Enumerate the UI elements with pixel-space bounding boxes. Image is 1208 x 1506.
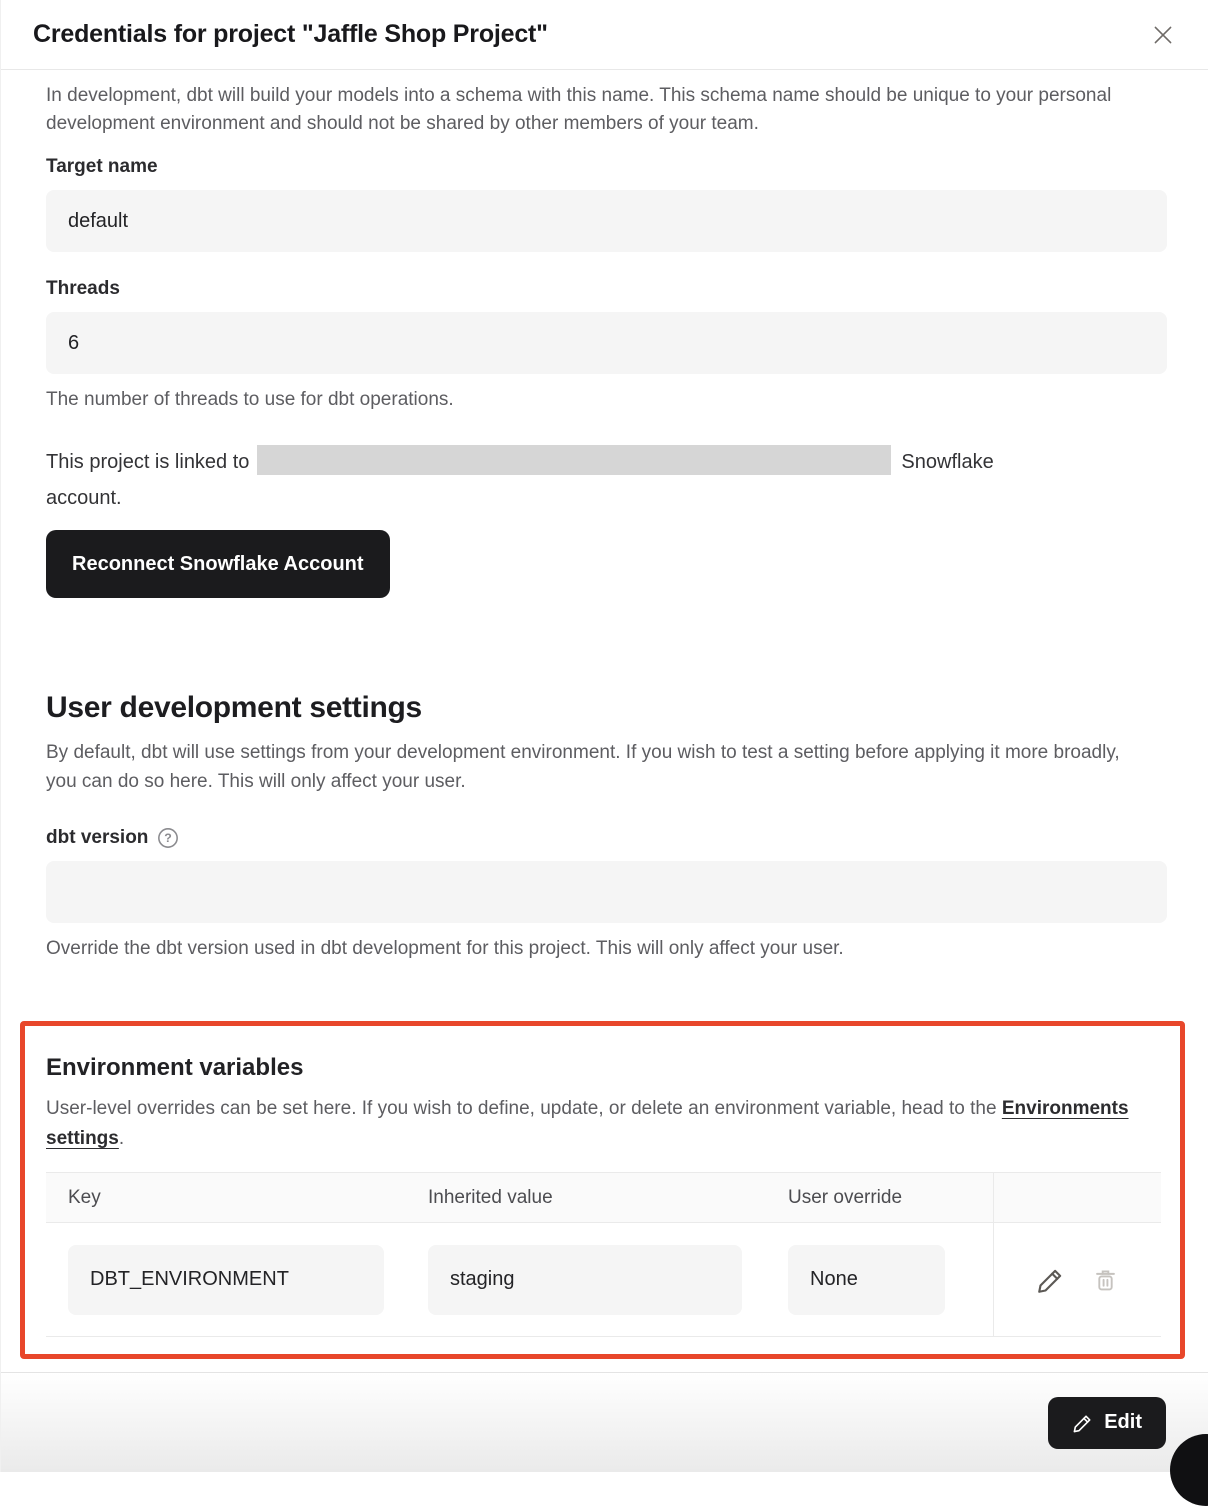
target-name-input[interactable] bbox=[46, 190, 1167, 252]
environment-variables-highlight-box bbox=[20, 1021, 1185, 1359]
threads-label: Threads bbox=[46, 278, 120, 299]
modal-body bbox=[1, 82, 1208, 1359]
column-header-key: Key bbox=[68, 1186, 101, 1208]
dbt-version-helper: Override the dbt version used in dbt development for this project. This will only affect your user. bbox=[46, 938, 844, 959]
reconnect-snowflake-button[interactable]: Reconnect Snowflake Account bbox=[46, 530, 390, 598]
target-name-label: Target name bbox=[46, 156, 158, 177]
env-var-user-override-value: None bbox=[788, 1245, 945, 1315]
env-var-key-value: DBT_ENVIRONMENT bbox=[68, 1245, 384, 1315]
environments-settings-link[interactable]: Environments settings bbox=[46, 1098, 1129, 1149]
modal-title: Credentials for project "Jaffle Shop Project" bbox=[33, 20, 548, 48]
edit-row-button[interactable] bbox=[1036, 1265, 1066, 1295]
schema-description: In development, dbt will build your models into a schema with this name. This schema name should be unique to your personal development environment and should not be shared by other members of your team. bbox=[46, 85, 1112, 134]
user-dev-settings-heading: User development settings bbox=[46, 691, 422, 724]
delete-row-button[interactable] bbox=[1092, 1266, 1119, 1293]
row-actions-cell bbox=[993, 1223, 1161, 1336]
environment-variables-heading: Environment variables bbox=[46, 1054, 304, 1081]
redacted-account-bar bbox=[257, 445, 891, 475]
dbt-version-label: dbt version bbox=[46, 827, 149, 848]
pencil-icon bbox=[1036, 1265, 1066, 1295]
edit-button[interactable]: Edit bbox=[1048, 1397, 1166, 1449]
table-row bbox=[46, 1223, 1161, 1336]
modal-header bbox=[1, 0, 1208, 70]
question-circle-icon[interactable] bbox=[157, 827, 179, 849]
close-button[interactable] bbox=[1148, 20, 1178, 50]
column-header-actions bbox=[993, 1173, 1161, 1222]
user-dev-settings-description: By default, dbt will use settings from your development environment. If you wish to test a setting before applying it more broadly, you can do so here. This will only affect your user. bbox=[46, 742, 1120, 792]
modal-footer bbox=[1, 1372, 1208, 1472]
close-icon bbox=[1150, 22, 1176, 48]
env-var-inherited-value: staging bbox=[428, 1245, 742, 1315]
column-header-user-override: User override bbox=[788, 1186, 903, 1208]
env-vars-table-header bbox=[46, 1173, 1161, 1223]
svg-text:?: ? bbox=[164, 831, 173, 846]
environment-variables-description: User-level overrides can be set here. If you wish to define, update, or delete an environment variable, head to the Environments settings. bbox=[46, 1098, 1129, 1149]
env-vars-table bbox=[46, 1172, 1161, 1337]
trash-icon bbox=[1092, 1266, 1119, 1293]
dbt-version-input[interactable] bbox=[46, 861, 1167, 923]
snowflake-linked-text: This project is linked to Snowflake account. bbox=[46, 444, 1166, 516]
pencil-icon bbox=[1072, 1412, 1094, 1434]
threads-input[interactable] bbox=[46, 312, 1167, 374]
column-header-inherited-value: Inherited value bbox=[428, 1186, 553, 1208]
threads-helper: The number of threads to use for dbt operations. bbox=[46, 389, 454, 410]
